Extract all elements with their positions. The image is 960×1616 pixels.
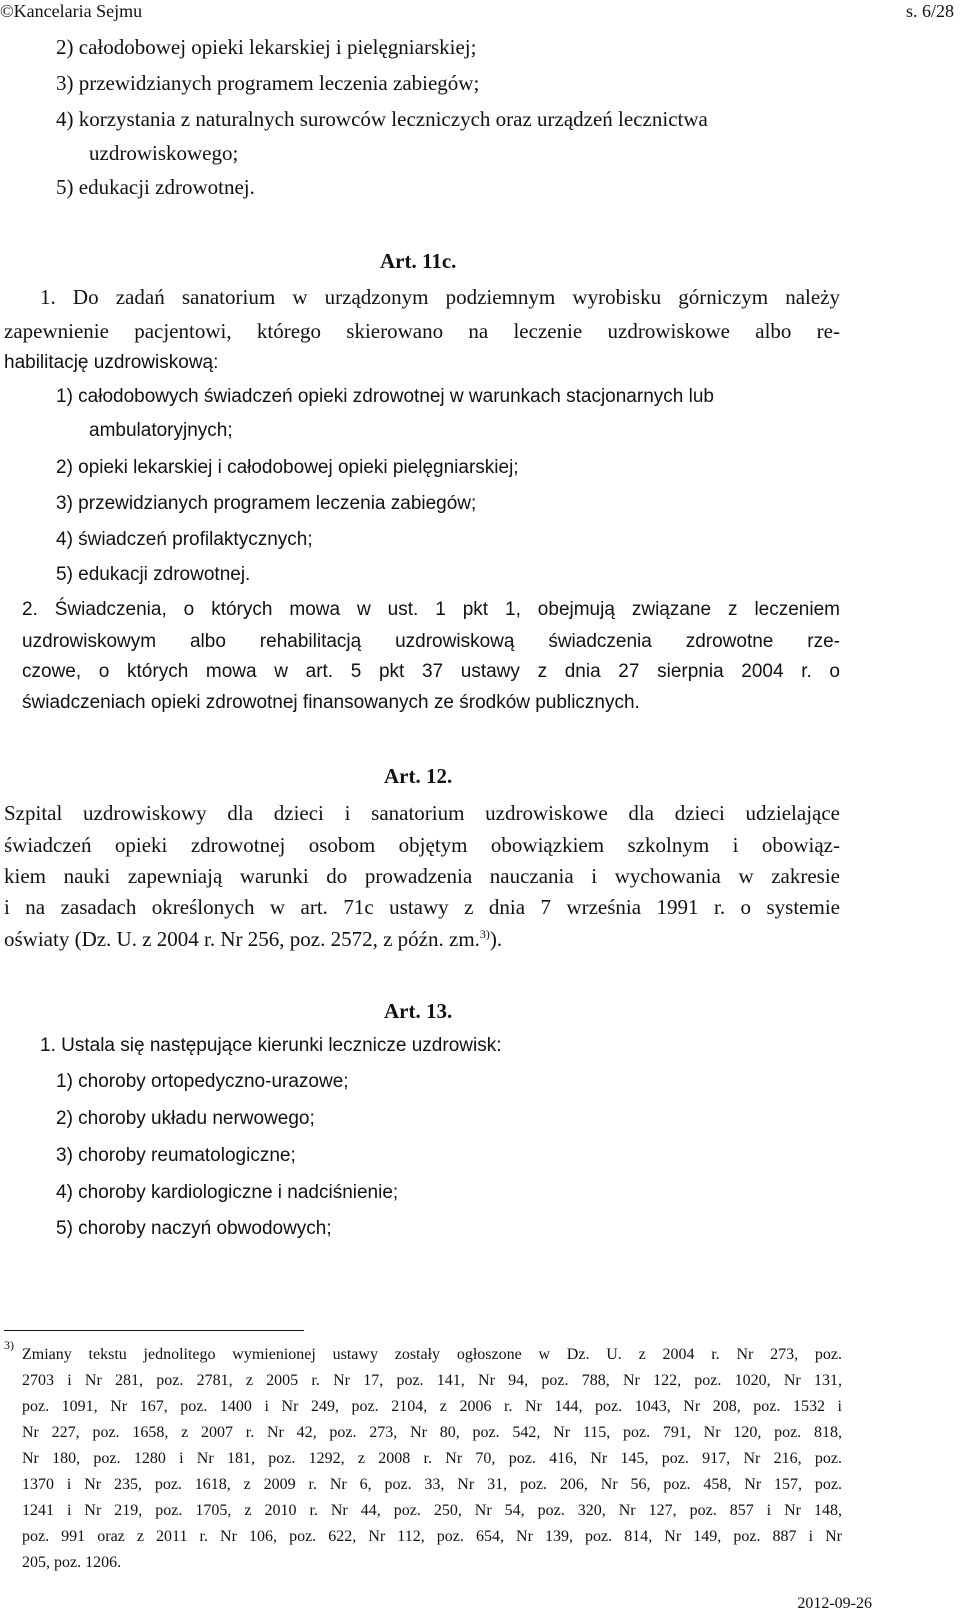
document-date: 2012-09-26 [797,1595,872,1612]
footnote-line: Nr 180, poz. 1280 i Nr 181, poz. 1292, z 2008 r. Nr 70, poz. 416, Nr 145, poz. 917, Nr 216, poz. [22,1450,842,1467]
header-source: ©Kancelaria Sejmu [0,1,143,21]
paragraph-line: świadczeń opieki zdrowotnej osobom objętym obowiązkiem szkolnym i obowiąz- [4,833,840,857]
list-item: 4) choroby kardiologiczne i nadciśnienie; [56,1182,399,1203]
paragraph-line: świadczeniach opieki zdrowotnej finansowanych ze środków publicznych. [22,692,640,713]
paragraph-line: uzdrowiskowym albo rehabilitacją uzdrowiskową świadczenia zdrowotne rze- [22,631,840,652]
paragraph-line: Szpital uzdrowiskowy dla dzieci i sanatorium uzdrowiskowe dla dzieci udzielające [4,801,840,825]
list-item: 3) przewidzianych programem leczenia zabiegów; [56,71,480,95]
list-item: 4) świadczeń profilaktycznych; [56,529,313,550]
footnote-line: Zmiany tekstu jednolitego wymienionej ustawy zostały ogłoszone w Dz. U. z 2004 r. Nr 273, poz. [22,1346,842,1363]
paragraph-line-last [4,926,502,952]
list-item: 2) całodobowej opieki lekarskiej i pielęgniarskiej; [56,35,477,59]
list-item: 2) opieki lekarskiej i całodobowej opieki pielęgniarskiej; [56,457,519,478]
page-number: s. 6/28 [905,1,954,21]
footnote-line: 205, poz. 1206. [22,1554,122,1571]
footnote-reference[interactable]: 3) [479,927,490,941]
paragraph-line: 1. Do zadań sanatorium w urządzonym podziemnym wyrobisku górniczym należy [40,285,840,309]
paragraph-line: czowe, o których mowa w art. 5 pkt 37 ustawy z dnia 27 sierpnia 2004 r. o [22,661,840,682]
paragraph-line: habilitację uzdrowiskową: [4,352,219,373]
list-item-continuation: ambulatoryjnych; [89,420,233,441]
list-item-continuation: uzdrowiskowego; [89,141,239,165]
footnote-line: 2703 i Nr 281, poz. 2781, z 2005 r. Nr 17, poz. 141, Nr 94, poz. 788, Nr 122, poz. 1020, Nr 131, [22,1372,842,1389]
paragraph-text-end: ). [489,927,503,951]
footnote-line: 1241 i Nr 219, poz. 1705, z 2010 r. Nr 44, poz. 250, Nr 54, poz. 320, Nr 127, poz. 857 i Nr 148, [22,1502,842,1519]
list-item: 2) choroby układu nerwowego; [56,1108,315,1129]
paragraph-line: i na zasadach określonych w art. 71c ustawy z dnia 7 września 1991 r. o systemie [4,895,840,919]
footnote-separator [4,1330,304,1331]
list-item: 1) choroby ortopedyczno-urazowe; [56,1071,349,1092]
footnote-line: poz. 991 oraz z 2011 r. Nr 106, poz. 622, Nr 112, poz. 654, Nr 139, poz. 814, Nr 149, poz. 887 i Nr [22,1528,842,1545]
footnote-text [22,1342,842,1576]
footnote-line: 1370 i Nr 235, poz. 1618, z 2009 r. Nr 6, poz. 33, Nr 31, poz. 206, Nr 56, poz. 458, Nr 157, poz. [22,1476,842,1493]
footnote-marker: 3) [4,1338,14,1352]
footnote-line: Nr 227, poz. 1658, z 2007 r. Nr 42, poz. 273, Nr 80, poz. 542, Nr 115, poz. 791, Nr 120, poz. 818, [22,1424,842,1441]
paragraph-text: oświaty (Dz. U. z 2004 r. Nr 256, poz. 2572, z późn. zm. [4,927,480,951]
paragraph-line: kiem nauki zapewniają warunki do prowadzenia nauczania i wychowania w zakresie [4,864,840,888]
list-item: 3) choroby reumatologiczne; [56,1145,296,1166]
paragraph-line: 1. Ustala się następujące kierunki lecznicze uzdrowisk: [40,1035,502,1056]
article-heading-12: Art. 12. [384,764,453,788]
footnote-line: poz. 1091, Nr 167, poz. 1400 i Nr 249, poz. 2104, z 2006 r. Nr 144, poz. 1043, Nr 208, poz. 1532 i [22,1398,842,1415]
article-heading-11c: Art. 11c. [380,249,457,273]
list-item: 5) choroby naczyń obwodowych; [56,1218,332,1239]
list-item: 3) przewidzianych programem leczenia zabiegów; [56,493,477,514]
list-item: 5) edukacji zdrowotnej. [56,564,251,585]
paragraph-line: zapewnienie pacjentowi, którego skierowano na leczenie uzdrowiskowe albo re- [4,319,840,343]
list-item: 1) całodobowych świadczeń opieki zdrowotnej w warunkach stacjonarnych lub [56,386,714,407]
paragraph-line: 2. Świadczenia, o których mowa w ust. 1 pkt 1, obejmują związane z leczeniem [22,599,840,620]
list-item: 5) edukacji zdrowotnej. [56,175,255,199]
list-item: 4) korzystania z naturalnych surowców leczniczych oraz urządzeń lecznictwa [56,107,708,131]
article-heading-13: Art. 13. [384,999,453,1023]
